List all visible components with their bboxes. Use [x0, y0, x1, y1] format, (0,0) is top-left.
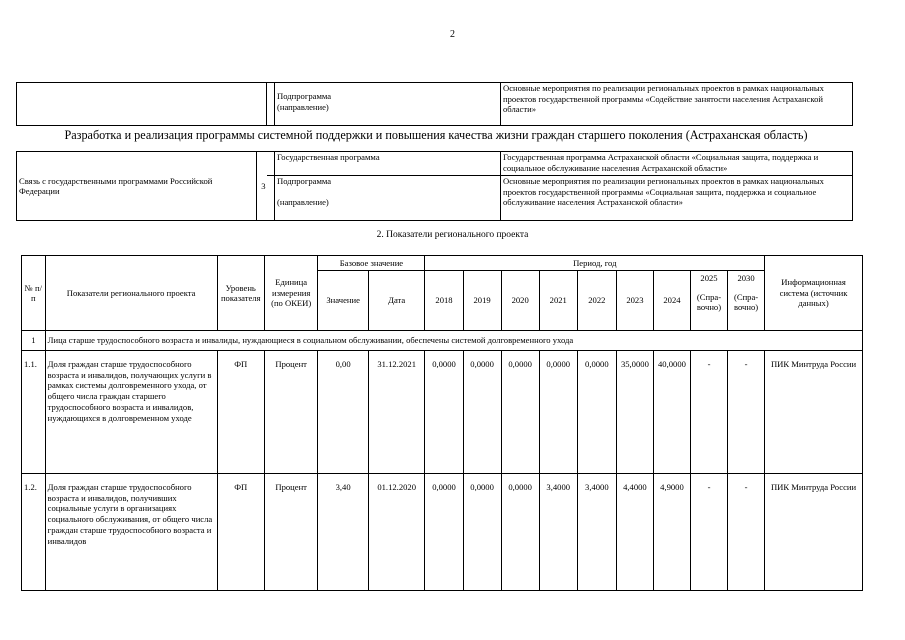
year-value: 0,0000: [577, 351, 616, 474]
subprogram2-label-direction: (направление): [277, 196, 329, 207]
empty-cell: [267, 152, 275, 176]
year-header: 2024: [653, 271, 690, 331]
info-source: ПИК Минтруда России: [765, 474, 863, 591]
base-value: 0,00: [318, 351, 368, 474]
year-value: 3,4000: [539, 474, 577, 591]
col-num-header: № п/п: [22, 256, 46, 331]
subprogram2-value: Основные мероприятия по реализации региональных проектов в рамках национальных проектов государственной программы «Социальная защита, поддержка и социальное обслуживание населения Астраханской области»: [501, 176, 853, 221]
indicators-table: [21, 255, 863, 591]
year-value: 3,4000: [577, 474, 616, 591]
info-source: ПИК Минтруда России: [765, 351, 863, 474]
empty-cell: [17, 83, 267, 126]
year-value: 0,0000: [539, 351, 577, 474]
col-level-header: Уровень показателя: [217, 256, 264, 331]
indicator-name: Доля граждан старше трудоспособного возраста и инвалидов, получающих услуги в рамках системы долговременного ухода, от общего числа граждан старшего трудоспособного возраста и инвалидов, нуждающихся в долговременном уходе: [45, 351, 217, 474]
year-2025-value: -: [690, 474, 727, 591]
year-header: 2023: [616, 271, 653, 331]
subprogram-label-direction: (направление): [277, 101, 329, 112]
base-value-subheader: Значение: [318, 271, 368, 331]
subprogram2-label-text: Подпрограмма: [277, 176, 332, 186]
indicator-unit: Процент: [264, 474, 318, 591]
base-date-subheader: Дата: [368, 271, 425, 331]
year-header: 2020: [501, 271, 539, 331]
year-header: 2018: [425, 271, 463, 331]
year-value: 4,9000: [653, 474, 690, 591]
year-2025-value: -: [690, 351, 727, 474]
period-header: Период, год: [425, 256, 765, 271]
indicator-unit: Процент: [264, 351, 318, 474]
link-label: Связь с государственными программами Российской Федерации: [17, 152, 257, 221]
year-value: 0,0000: [501, 351, 539, 474]
year-value: 35,0000: [616, 351, 653, 474]
base-date: 31.12.2021: [368, 351, 425, 474]
col-unit-header: Единица измерения (по ОКЕИ): [264, 256, 318, 331]
subprogram-label: [275, 83, 501, 126]
year-header: 2021: [539, 271, 577, 331]
link-number: 3: [257, 152, 267, 221]
table-row: [22, 474, 863, 591]
col-info-header: Информационная система (источник данных): [765, 256, 863, 331]
empty-cell: [267, 83, 275, 126]
base-value: 3,40: [318, 474, 368, 591]
table-row: [22, 351, 863, 474]
indicator-level: ФП: [217, 474, 264, 591]
col-name-header: Показатели регионального проекта: [45, 256, 217, 331]
reference-note: (Спра-вочно): [696, 291, 722, 312]
indicator-name: Доля граждан старше трудоспособного возраста и инвалидов, получивших социальные услуги в организациях социального обслуживания, от общего числа граждан старше трудоспособного возраста и инвалидов: [45, 474, 217, 591]
section-title: 2. Показатели регионального проекта: [376, 230, 529, 240]
group-title: Лица старше трудоспособного возраста и инвалиды, нуждающиеся в социальном обслуживании, обеспечены системой долговременного ухода: [45, 331, 862, 351]
row-number: 1.1.: [22, 351, 46, 474]
page-number: 2: [450, 29, 455, 40]
year-2025-label: 2025: [700, 273, 718, 283]
year-2030-label: 2030: [737, 273, 755, 283]
state-program-link-table: [16, 151, 853, 221]
year-value: 0,0000: [463, 351, 501, 474]
empty-cell: [267, 176, 275, 221]
year-2030-value: -: [728, 474, 765, 591]
year-value: 0,0000: [501, 474, 539, 591]
state-program-label: Государственная программа: [275, 152, 501, 176]
year-2030-value: -: [728, 351, 765, 474]
year-value: 0,0000: [425, 474, 463, 591]
subprogram-value: Основные мероприятия по реализации региональных проектов в рамках национальных проектов государственной программы «Содействие занятости населения Астраханской области»: [501, 83, 853, 126]
base-date: 01.12.2020: [368, 474, 425, 591]
year-value: 0,0000: [425, 351, 463, 474]
year-value: 4,4000: [616, 474, 653, 591]
year-header: 2019: [463, 271, 501, 331]
group-number: 1: [22, 331, 46, 351]
project-title: Разработка и реализация программы системной поддержки и повышения качества жизни граждан старшего поколения (Астраханская область): [64, 128, 808, 142]
row-number: 1.2.: [22, 474, 46, 591]
subprogram-table: [16, 82, 853, 126]
year-value: 40,0000: [653, 351, 690, 474]
indicator-level: ФП: [217, 351, 264, 474]
year-header: 2022: [577, 271, 616, 331]
subprogram2-label: [275, 176, 501, 221]
base-value-header: Базовое значение: [318, 256, 425, 271]
year-2030-header: [728, 271, 765, 331]
state-program-value: Государственная программа Астраханской области «Социальная защита, поддержка и социальное обслуживание населения Астраханской области»: [501, 152, 853, 176]
subprogram-label-text: Подпрограмма: [277, 91, 332, 101]
year-value: 0,0000: [463, 474, 501, 591]
reference-note: (Спра-вочно): [733, 291, 759, 312]
year-2025-header: [690, 271, 727, 331]
